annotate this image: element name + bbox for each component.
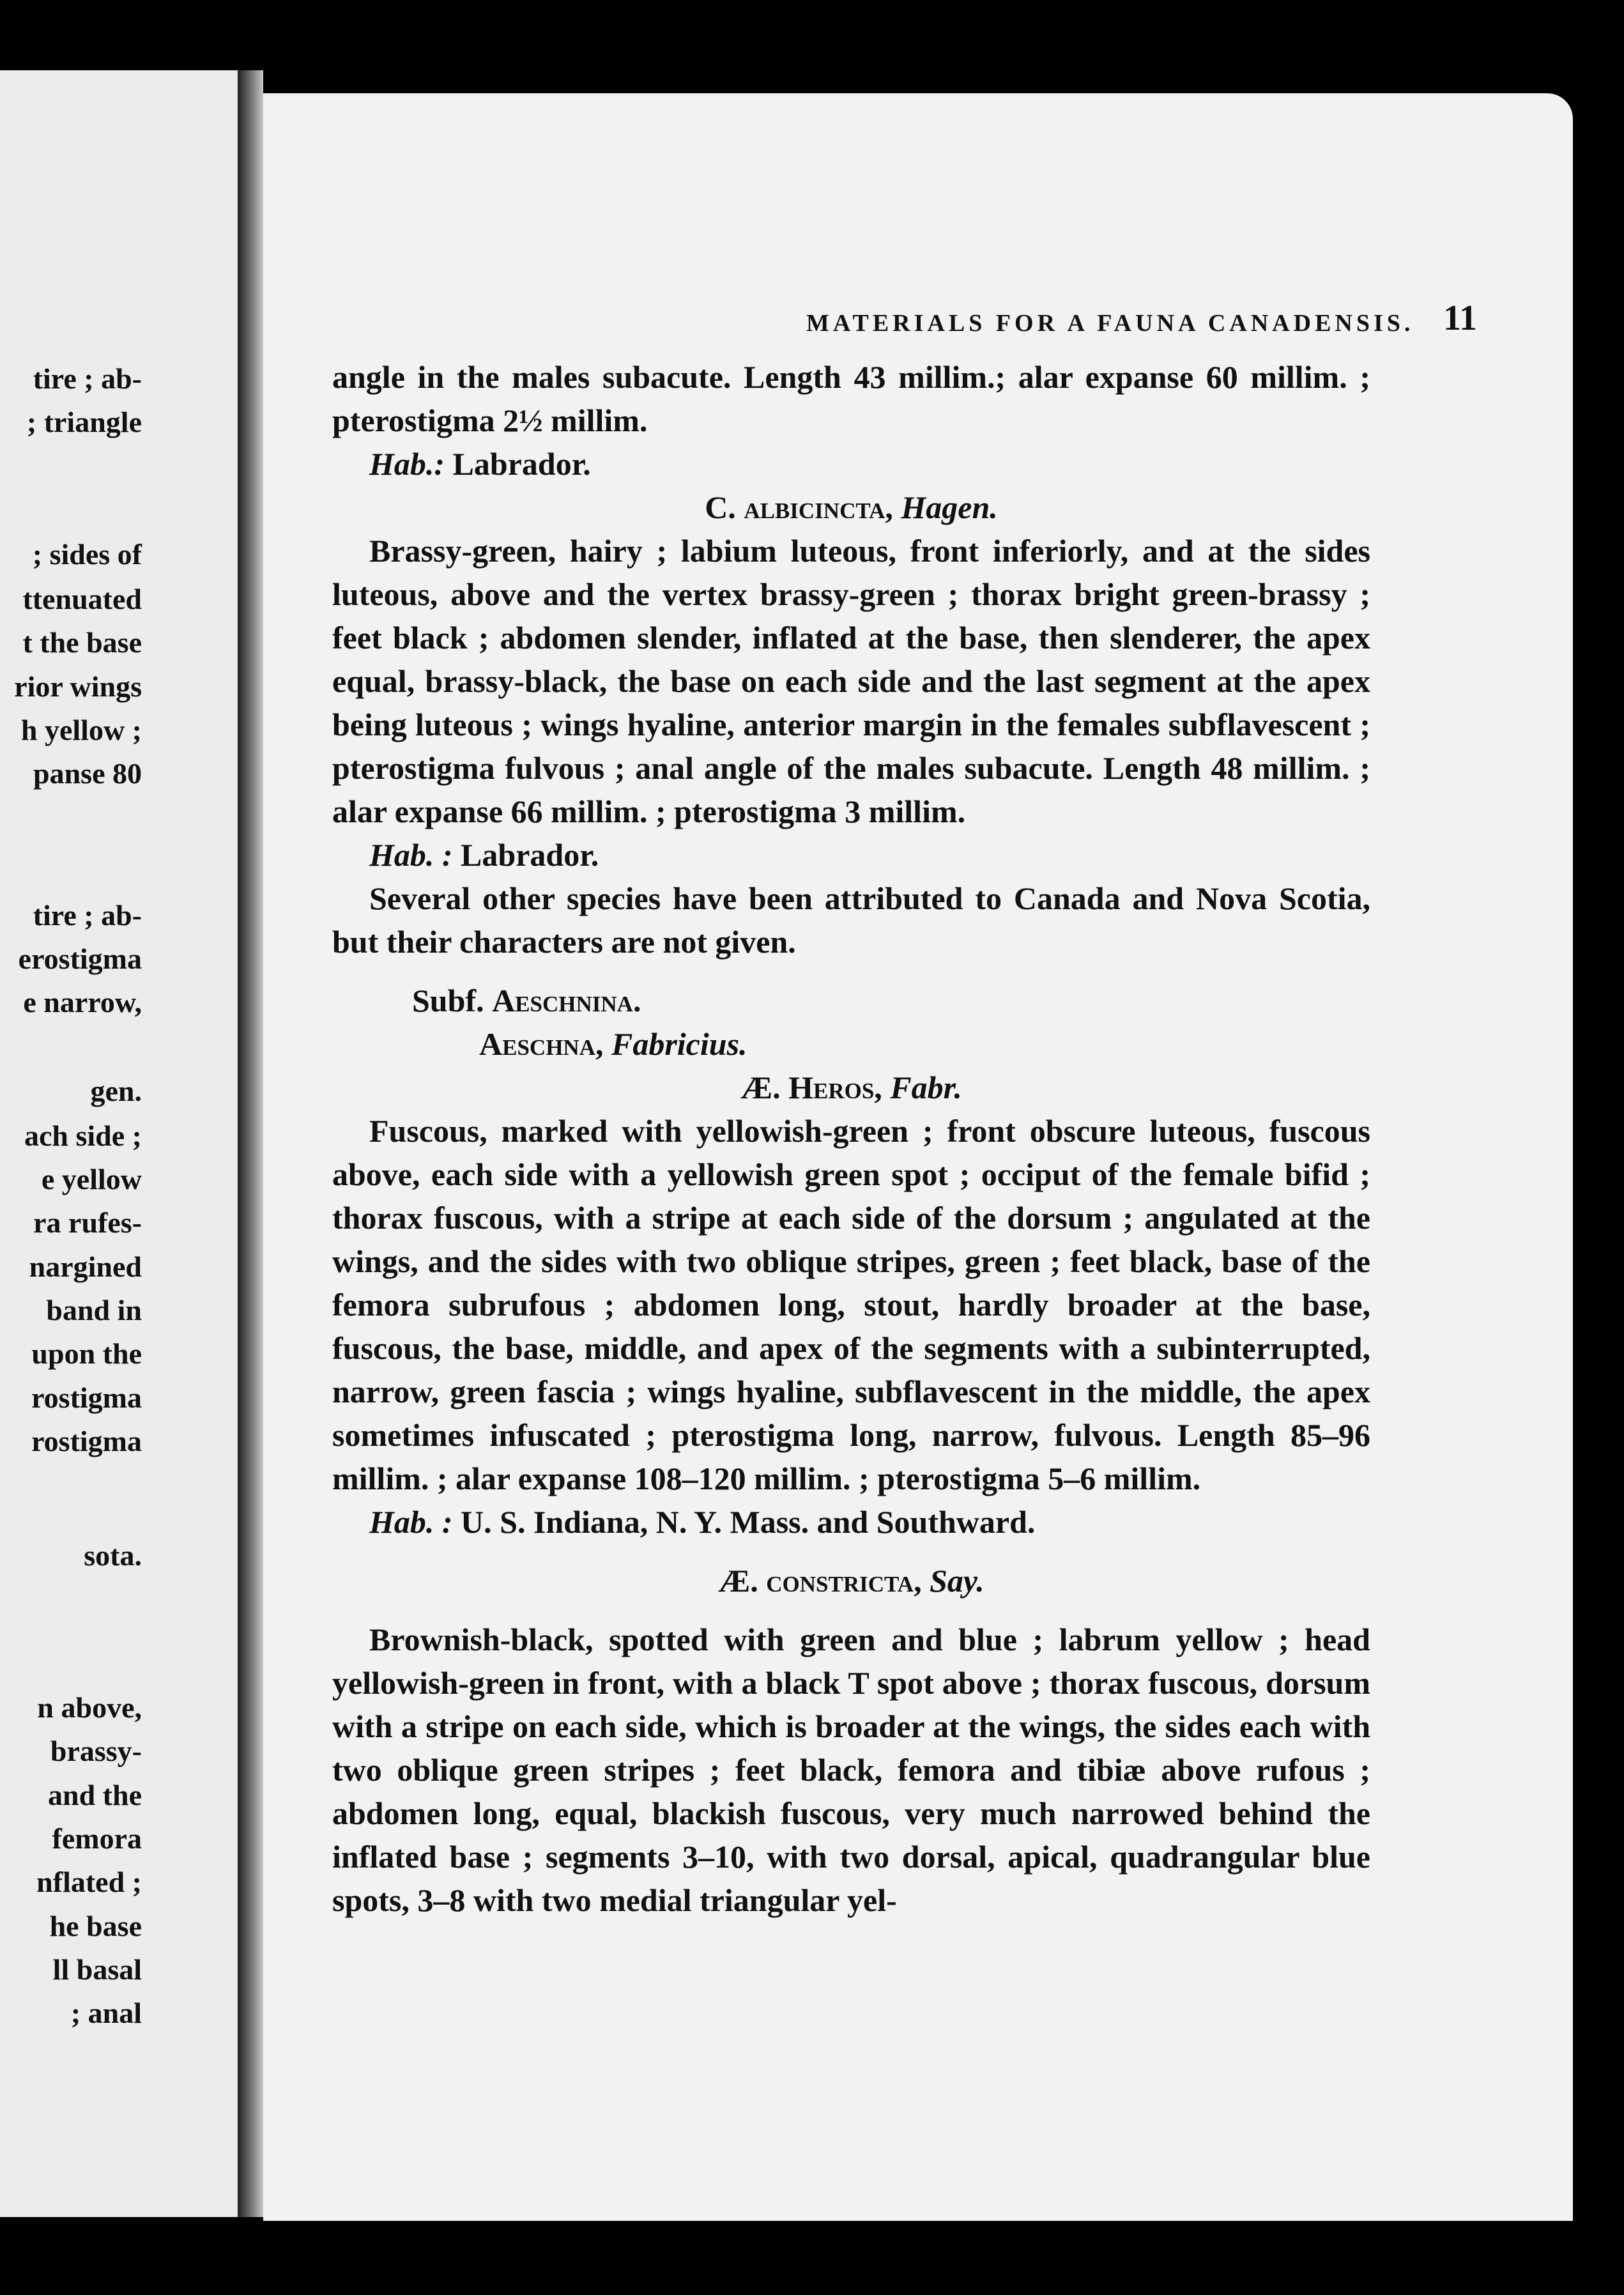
- left-fragment: he base: [49, 1910, 142, 1942]
- heading-genus: Æ.: [718, 1563, 758, 1599]
- species-description: Brassy-green, hairy ; labium luteous, front inferiorly, and at the sides luteous, above and the vertex brassy-green ; thorax bright green-brassy ; feet black ; abdomen slender, inflated at the base, then slenderer, the apex equal, brassy-black, the base on each side and the last segment at the apex being luteous ; wings hyaline, anterior margin in the females subflavescent ; pterostigma fulvous ; anal angle of the males subacute. Length 48 millim. ; alar expanse 66 millim. ; pterostigma 3 millim.: [332, 533, 1370, 829]
- species-heading: [332, 1559, 1370, 1602]
- habitat-line: [332, 833, 1370, 877]
- habitat-label: Hab. :: [369, 837, 453, 873]
- left-fragment: panse 80: [33, 757, 142, 790]
- heading-author: Say.: [930, 1563, 984, 1599]
- subfamily-label: Subf.: [412, 983, 484, 1018]
- page-body: [332, 355, 1370, 1922]
- left-fragment: h yellow ;: [20, 714, 142, 746]
- heading-species: Heros,: [788, 1070, 882, 1105]
- left-fragment: ra rufes-: [33, 1206, 142, 1239]
- subfamily-heading: [332, 979, 1370, 1022]
- left-fragment: t the base: [22, 626, 142, 659]
- species-heading: [332, 1066, 1370, 1109]
- species-heading: [332, 486, 1370, 529]
- left-fragment: erostigma: [18, 942, 142, 975]
- left-fragment: brassy-: [50, 1735, 142, 1767]
- left-fragment: femora: [52, 1822, 142, 1855]
- habitat-label: Hab.:: [369, 446, 445, 482]
- left-fragment: n above,: [37, 1691, 142, 1724]
- left-fragment: rior wings: [14, 670, 142, 703]
- left-fragment: and the: [48, 1779, 142, 1811]
- habitat-value: Labrador.: [445, 446, 591, 482]
- book-spine-shadow: [238, 70, 263, 2217]
- facing-page-edge: [0, 70, 238, 2217]
- habitat-value: Labrador.: [452, 837, 599, 873]
- left-fragment: upon the: [31, 1337, 142, 1370]
- genus-name: Aeschna,: [479, 1026, 604, 1062]
- left-fragment: ach side ;: [24, 1119, 142, 1152]
- left-fragment: rostigma: [31, 1381, 142, 1414]
- species-description: Brownish-black, spotted with green and blue ; labrum yellow ; head yellowish-green in front, with a black T spot above ; thorax fuscous, dorsum with a stripe on each side, which is broader at the wings, the sides each with two oblique green stripes ; feet black, femora and tibiæ above rufous ; abdomen long, equal, blackish fuscous, very much narrowed behind the inflated base ; segments 3–10, with two dorsal, apical, quadrangular blue spots, 3–8 with two medial triangular yel-: [332, 1622, 1370, 1918]
- habitat-line: [332, 442, 1370, 486]
- left-fragment: nflated ;: [36, 1866, 142, 1898]
- left-fragment: tire ; ab-: [33, 362, 142, 395]
- left-fragment: e yellow: [41, 1163, 142, 1195]
- subfamily-name: Aeschnina.: [492, 983, 641, 1018]
- genus-heading: [332, 1022, 1370, 1066]
- left-fragment: ; triangle: [26, 406, 142, 438]
- habitat-label: Hab. :: [369, 1504, 453, 1540]
- heading-author: Fabr.: [890, 1070, 962, 1105]
- page-number: 11: [1443, 298, 1477, 338]
- left-fragment: sota.: [84, 1539, 142, 1572]
- left-fragment: ttenuated: [22, 583, 142, 615]
- heading-species: constricta,: [766, 1563, 922, 1599]
- genus-author: Fabricius.: [611, 1026, 747, 1062]
- left-fragment: rostigma: [31, 1425, 142, 1457]
- left-fragment: nargined: [29, 1250, 142, 1283]
- running-head: MATERIALS FOR A FAUNA CANADENSIS.: [806, 310, 1414, 337]
- page-header: [544, 298, 1477, 336]
- heading-genus: Æ.: [740, 1070, 781, 1105]
- left-fragment: ; sides of: [32, 538, 142, 571]
- left-fragment: band in: [46, 1294, 142, 1326]
- left-fragment: tire ; ab-: [33, 899, 142, 932]
- left-fragment: e narrow,: [23, 986, 142, 1018]
- heading-genus: C.: [705, 489, 736, 525]
- left-fragment: ; anal: [70, 1997, 142, 2029]
- left-fragment: ll basal: [52, 1953, 142, 1986]
- species-description: Fuscous, marked with yellowish-green ; front obscure luteous, fuscous above, each side with a yellowish green spot ; occiput of the female bifid ; thorax fuscous, with a stripe at each side of the dorsum ; angulated at the wings, and the sides with two oblique stripes, green ; feet black, base of the femora subrufous ; abdomen long, stout, hardly broader at the base, fuscous, the base, middle, and apex of the segments with a subinterrupted, narrow, green fascia ; wings hyaline, subflavescent in the middle, the apex sometimes infuscated ; pterostigma long, narrow, fulvous. Length 85–96 millim. ; alar expanse 108–120 millim. ; pterostigma 5–6 millim.: [332, 1113, 1370, 1496]
- book-page: [263, 93, 1573, 2221]
- paragraph: angle in the males subacute. Length 43 millim.; alar expanse 60 millim. ; pterostigma 2½ millim.: [332, 359, 1370, 438]
- habitat-line: [332, 1500, 1370, 1544]
- habitat-value: U. S. Indiana, N. Y. Mass. and Southward.: [452, 1504, 1036, 1540]
- heading-author: Hagen.: [901, 489, 998, 525]
- paragraph: Several other species have been attributed to Canada and Nova Scotia, but their characters are not given.: [332, 880, 1370, 960]
- left-fragment: gen.: [90, 1075, 142, 1107]
- heading-species: albicincta,: [744, 489, 893, 525]
